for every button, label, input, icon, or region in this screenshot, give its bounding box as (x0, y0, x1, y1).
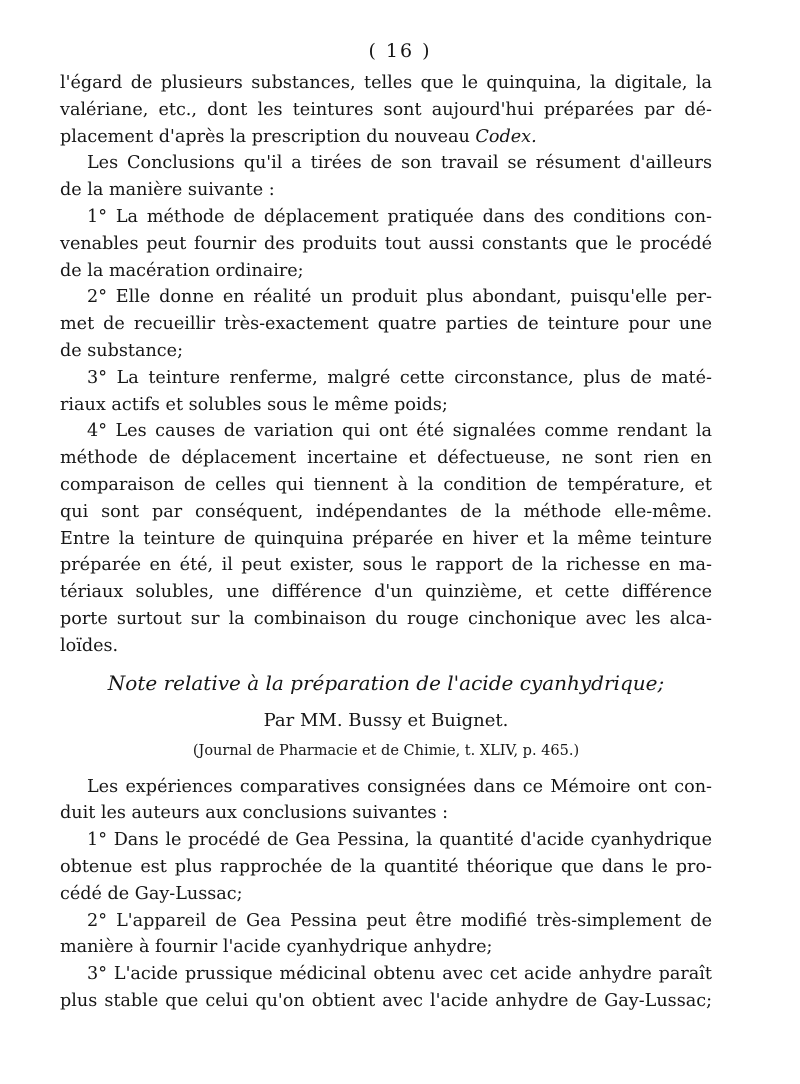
text-line: duit les auteurs aux conclusions suivantes : (60, 803, 449, 824)
text-line: riaux actifs et solubles sous le même poids; (60, 394, 448, 415)
text-line: l'égard de plusieurs substances, telles que le quinquina, la digitale, la (60, 73, 712, 93)
journal-reference: (Journal de Pharmacie et de Chimie, t. XLIV, p. 465.) (192, 742, 580, 759)
text-line: Les expériences comparatives consignées dans ce Mémoire ont con- (87, 776, 712, 797)
note-item-3 (60, 961, 712, 1015)
conclusion-item-4 (60, 418, 712, 659)
note-item-2 (60, 908, 712, 962)
note-intro (60, 774, 712, 828)
text-line: 2° Elle donne en réalité un produit plus abondant, puisqu'elle per- (87, 287, 712, 308)
text-line: 1° Dans le procédé de Gea Pessina, la quantité d'acide cyanhydrique (87, 830, 712, 851)
text-line: obtenue est plus rapprochée de la quantité théorique que dans le pro- (60, 856, 712, 877)
note-title: Note relative à la préparation de l'acide cyanhydrique; (107, 670, 665, 695)
note-item-1 (60, 827, 712, 907)
conclusion-item-3 (60, 365, 712, 419)
page-body (60, 70, 712, 1015)
text-line: valériane, etc., dont les teintures sont aujourd'hui préparées par dé- (60, 99, 712, 120)
text-line: loïdes. (60, 635, 119, 656)
text-line: qui sont par conséquent, indépendantes de la méthode elle-même. (60, 501, 712, 522)
text-line: Les Conclusions qu'il a tirées de son travail se résument d'ailleurs (87, 153, 712, 174)
text-line: met de recueillir très-exactement quatre parties de teinture pour une (60, 314, 712, 335)
text-line: porte surtout sur la combinaison du rouge cinchonique avec les alca- (60, 608, 712, 629)
text-line: de la macération ordinaire; (60, 260, 304, 281)
conclusion-item-1 (60, 204, 712, 284)
text-line: comparaison de celles qui tiennent à la condition de température, et (60, 474, 712, 495)
text-line: 3° L'acide prussique médicinal obtenu avec cet acide anhydre paraît (87, 964, 712, 985)
note-authors: Par MM. Bussy et Buignet. (263, 709, 509, 731)
text-line: Entre la teinture de quinquina préparée en hiver et la même teinture (60, 528, 712, 549)
text-line: de la manière suivante : (60, 180, 275, 201)
text-line: plus stable que celui qu'on obtient avec l'acide anhydre de Gay-Lussac; (60, 990, 712, 1011)
text-line: manière à fournir l'acide cyanhydrique anhydre; (60, 937, 493, 958)
conclusion-item-2 (60, 284, 712, 364)
text-line: 3° La teinture renferme, malgré cette circonstance, plus de maté- (87, 367, 712, 388)
text-fragment: placement d'après la prescription du nouveau (60, 126, 476, 147)
paragraph-continuation (60, 70, 712, 150)
codex-italic: Codex. (475, 126, 537, 147)
text-line: 1° La méthode de déplacement pratiquée dans des conditions con- (87, 206, 712, 227)
paragraph-conclusions (60, 150, 712, 204)
text-line: de substance; (60, 340, 184, 361)
text-line: 4° Les causes de variation qui ont été signalées comme rendant la (87, 421, 712, 442)
text-line: méthode de déplacement incertaine et défectueuse, ne sont rien en (60, 448, 712, 469)
text-line: venables peut fournir des produits tout aussi constants que le procédé (60, 233, 712, 254)
text-line: 2° L'appareil de Gea Pessina peut être modifié très-simplement de (87, 910, 712, 931)
text-line: tériaux solubles, une différence d'un quinzième, et cette différence (60, 582, 712, 603)
page-number: ( 16 ) (368, 40, 432, 62)
text-line: cédé de Gay-Lussac; (60, 883, 243, 904)
text-line (60, 124, 712, 151)
text-line: préparée en été, il peut exister, sous le rapport de la richesse en ma- (60, 555, 712, 576)
